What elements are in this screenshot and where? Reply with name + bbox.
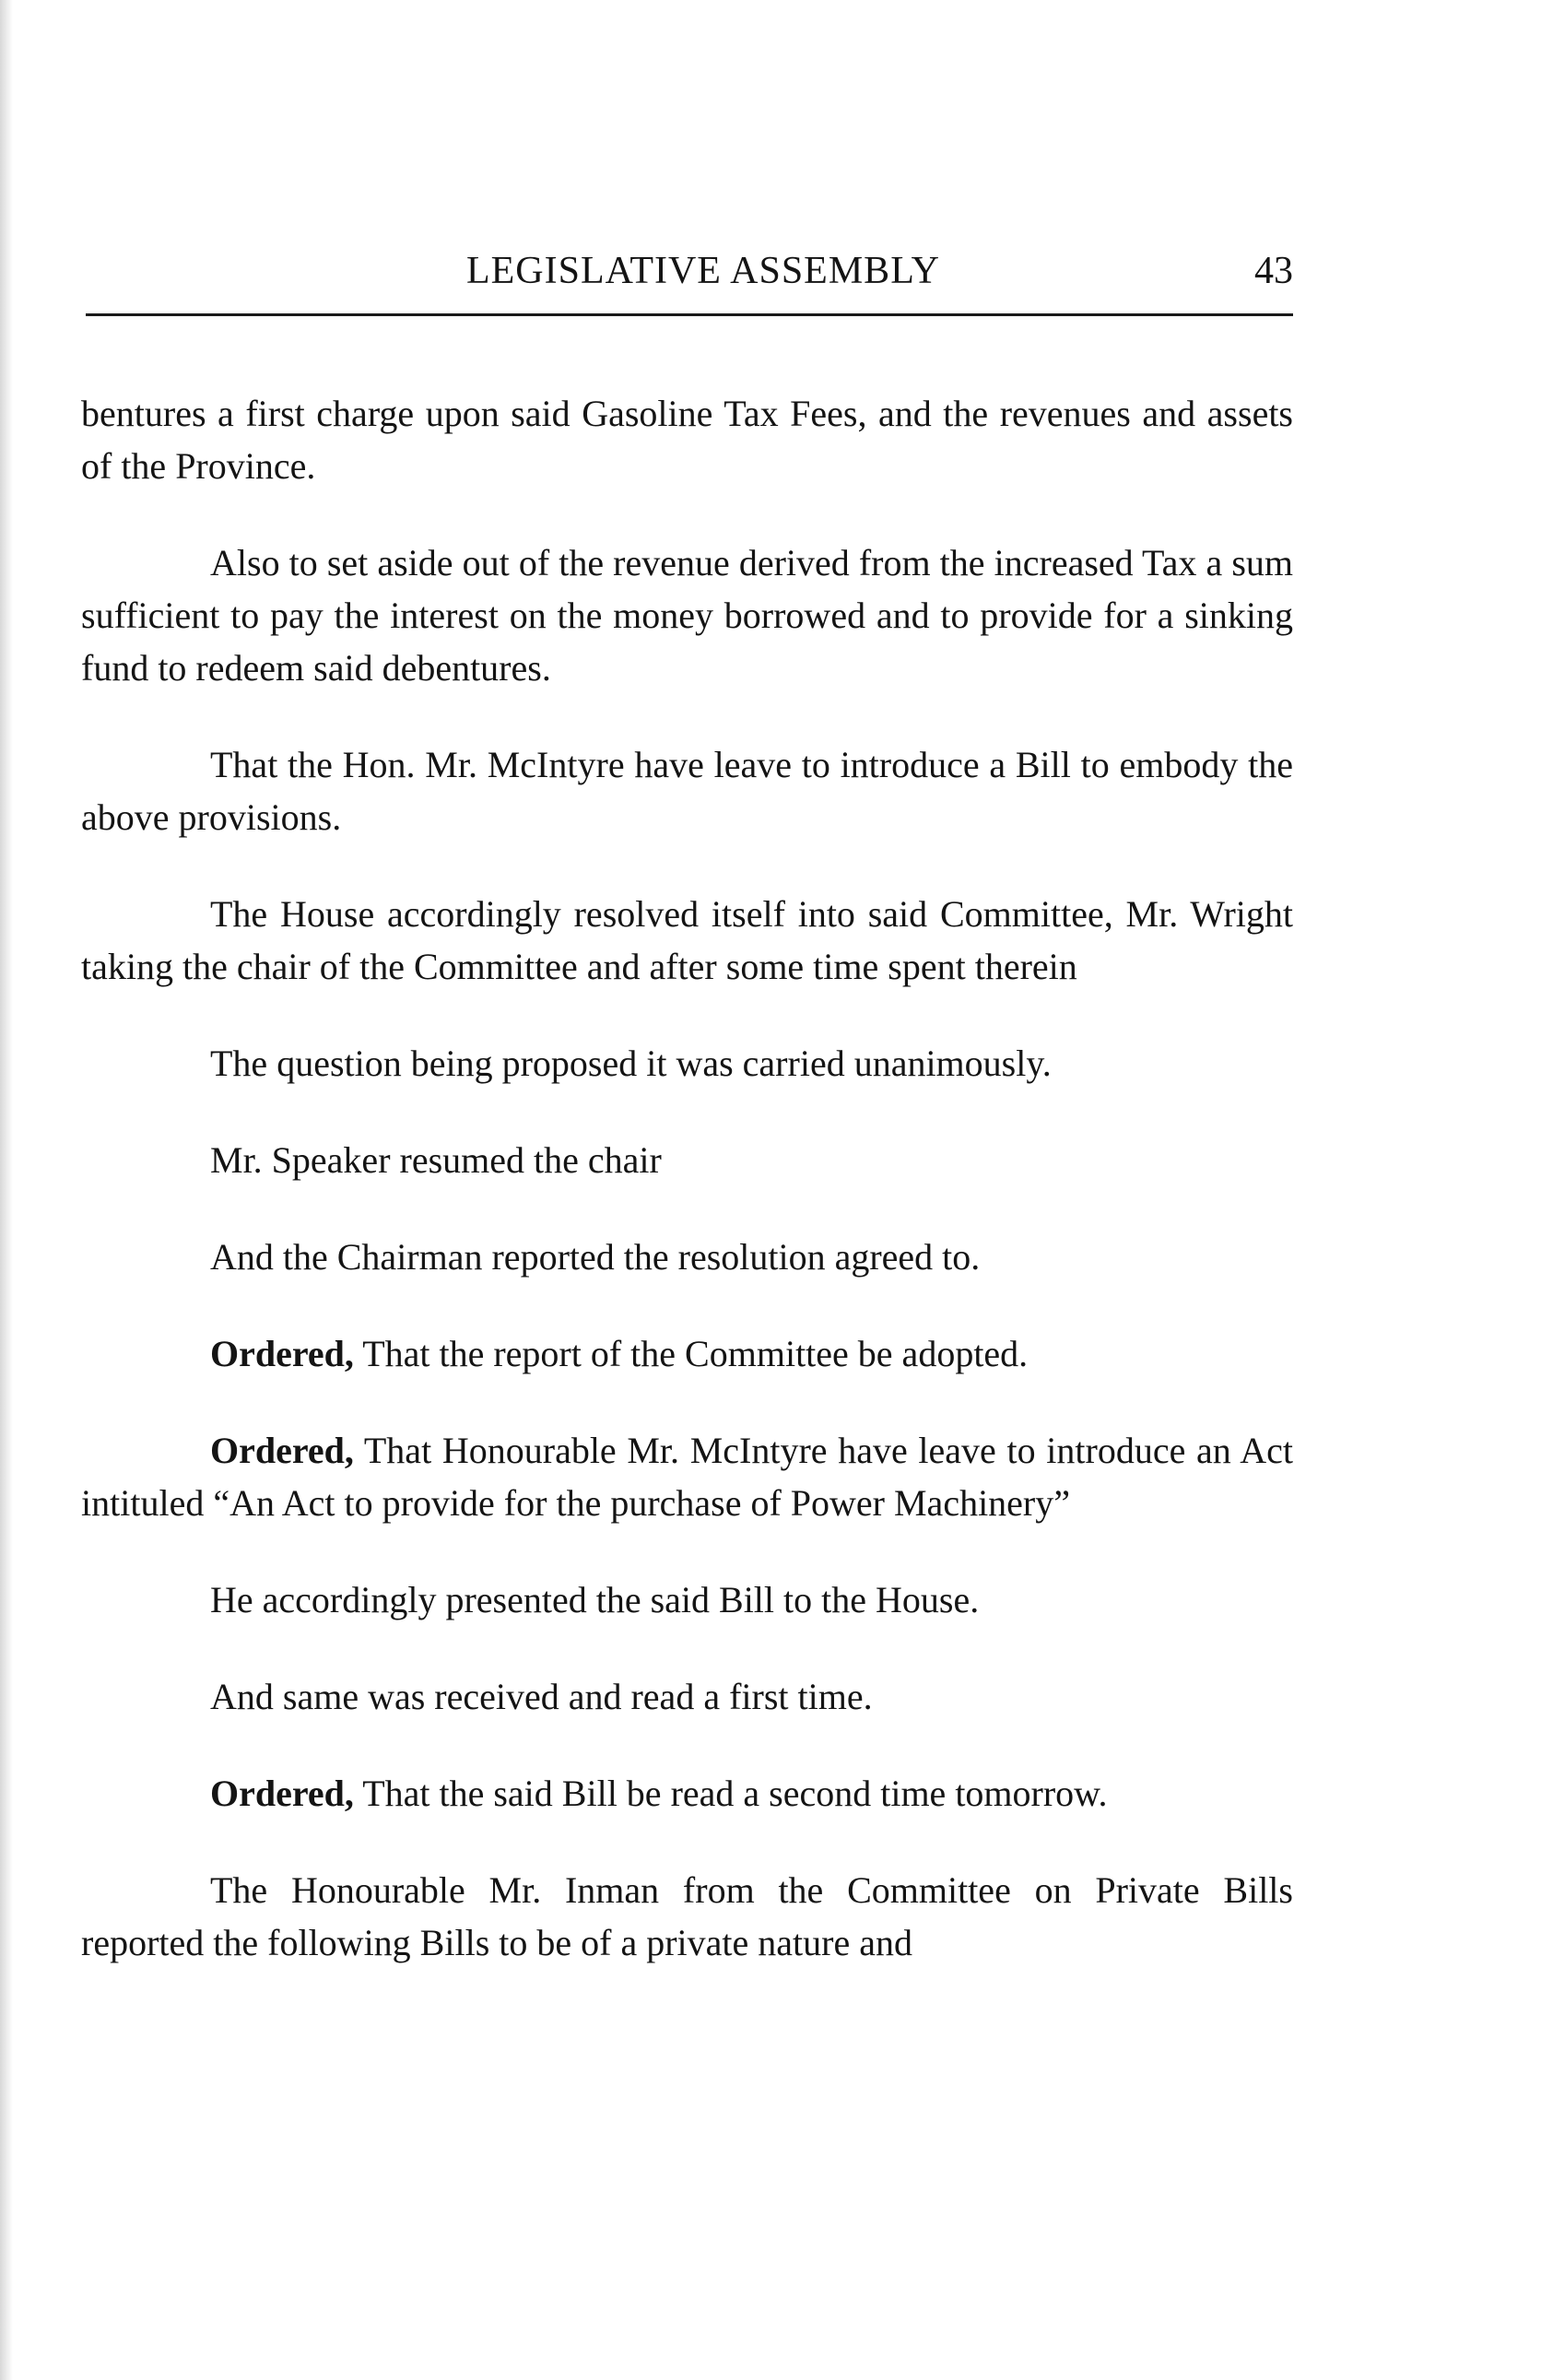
paragraph (81, 738, 1293, 843)
paragraph-text: And the Chairman reported the resolution agreed to. (210, 1236, 981, 1278)
paragraph (81, 1231, 1293, 1283)
paragraph (81, 1037, 1293, 1090)
page-header (86, 245, 1293, 297)
paragraph (81, 387, 1293, 492)
paragraph-lead: Ordered, (210, 1430, 354, 1471)
paragraph (81, 536, 1293, 694)
paragraph-text: That the said Bill be read a second time tomorrow. (362, 1773, 1108, 1814)
paragraph (81, 1864, 1293, 1969)
paragraph-text: Also to set aside out of the revenue derived from the increased Tax a sum sufficient to pay the interest on the money borrowed and to provide for a sinking fund to redeem said debentures. (81, 542, 1293, 689)
paragraph-lead: Ordered, (210, 1773, 354, 1814)
running-title: LEGISLATIVE ASSEMBLY (466, 250, 940, 292)
paragraph-text: The question being proposed it was carried unanimously. (210, 1043, 1052, 1084)
paragraph-text: bentures a first charge upon said Gasoline Tax Fees, and the revenues and assets of the Province. (81, 393, 1293, 487)
page-edge-shadow (0, 0, 13, 2380)
paragraph (81, 1424, 1293, 1529)
document-body (81, 387, 1293, 2013)
paragraph-text: That the Hon. Mr. McIntyre have leave to introduce a Bill to embody the above provisions. (81, 744, 1293, 838)
paragraph-text: And same was received and read a first time. (210, 1676, 873, 1717)
paragraph-text: The Honourable Mr. Inman from the Committee on Private Bills reported the following Bills to be of a private nature and (81, 1869, 1293, 1963)
page-number: 43 (1254, 250, 1293, 292)
paragraph-text: That the report of the Committee be adopted. (362, 1333, 1029, 1374)
paragraph-text: The House accordingly resolved itself into said Committee, Mr. Wright taking the chair of the Committee and after some time spent therein (81, 893, 1293, 987)
paragraph (81, 1767, 1293, 1820)
paragraph (81, 1573, 1293, 1626)
header-rule (86, 313, 1293, 316)
paragraph (81, 1670, 1293, 1723)
paragraph-text: That Honourable Mr. McIntyre have leave to introduce an Act intituled “An Act to provide for the purchase of Power Machinery” (81, 1430, 1293, 1524)
paragraph (81, 888, 1293, 993)
paragraph-text: Mr. Speaker resumed the chair (210, 1139, 662, 1181)
paragraph (81, 1134, 1293, 1186)
paragraph-text: He accordingly presented the said Bill to the House. (210, 1579, 980, 1620)
paragraph-lead: Ordered, (210, 1333, 354, 1374)
paragraph (81, 1327, 1293, 1380)
